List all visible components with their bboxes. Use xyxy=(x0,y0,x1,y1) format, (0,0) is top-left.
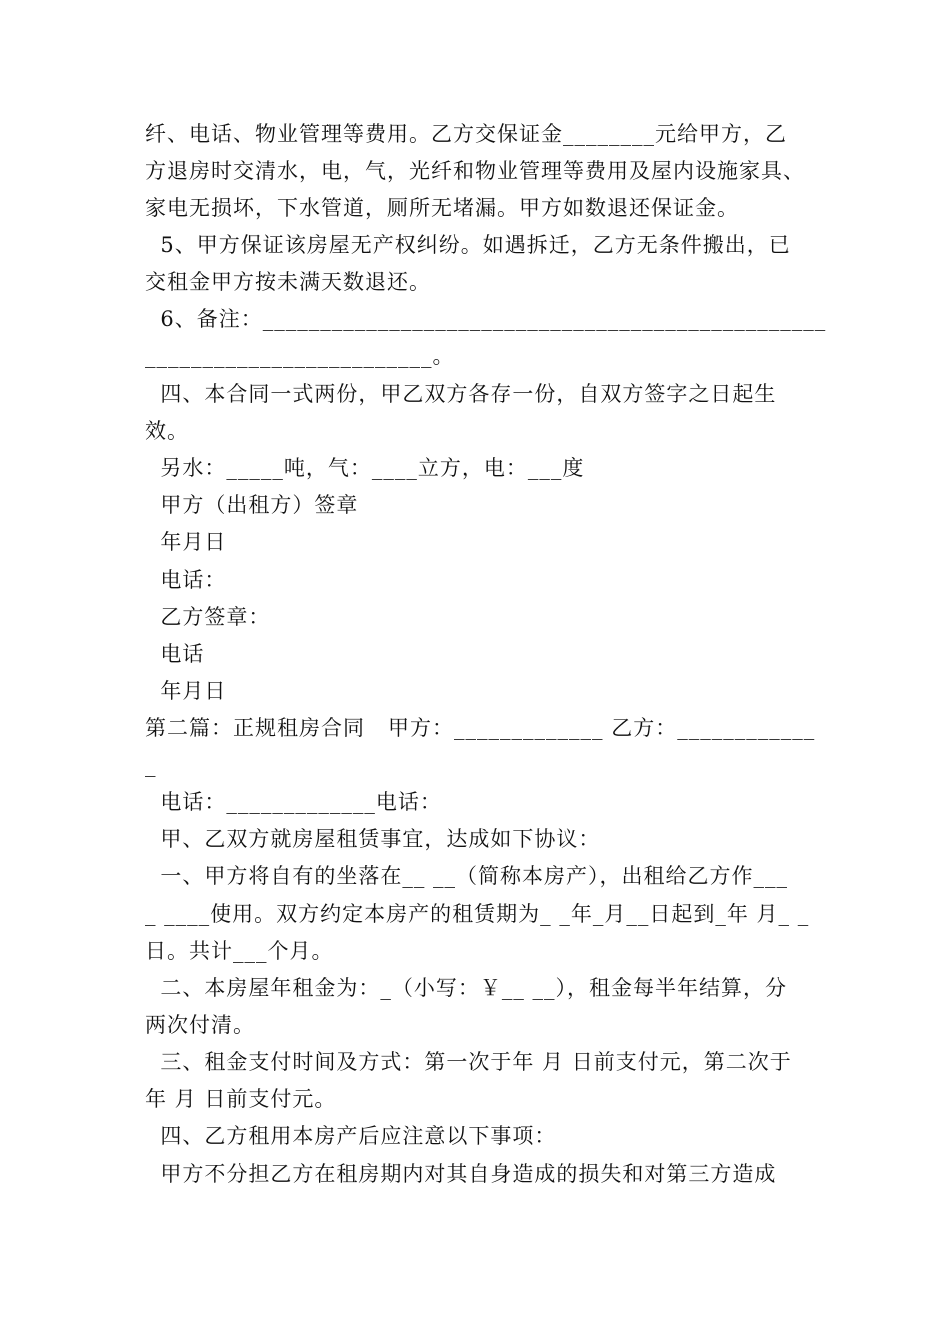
text-line: 家电无损坏，下水管道，厕所无堵漏。甲方如数退还保证金。 xyxy=(145,196,739,220)
text-line: 甲方不分担乙方在租房期内对其自身造成的损失和对第三方造成 xyxy=(145,1162,777,1186)
text-line: _________________________。 xyxy=(145,344,455,368)
text-line: 甲、乙双方就房屋租赁事宜，达成如下协议： xyxy=(145,827,601,851)
text-line: 电话：_____________电话： xyxy=(145,790,442,814)
text-line: 一、甲方将自有的坐落在__ __（简称本房产），出租给乙方作___ xyxy=(145,864,789,888)
text-line: 年 月 日前支付元。 xyxy=(145,1087,337,1111)
text-line: _ xyxy=(145,753,157,777)
text-line: 二、本房屋年租金为：_（小写：￥__ __），租金每半年结算，分 xyxy=(145,976,788,1000)
text-line: 电话： xyxy=(145,568,227,592)
text-line: 四、本合同一式两份，甲乙双方各存一份，自双方签字之日起生 xyxy=(145,382,777,406)
text-line: 年月日 xyxy=(145,530,227,554)
text-line: 纤、电话、物业管理等费用。乙方交保证金________元给甲方，乙 xyxy=(145,122,787,146)
text-line: 方退房时交清水，电，气，光纤和物业管理等费用及屋内设施家具、 xyxy=(145,159,805,183)
text-line: 四、乙方租用本房产后应注意以下事项： xyxy=(145,1124,557,1148)
text-line: 电话 xyxy=(145,642,205,666)
text-line: 5、甲方保证该房屋无产权纠纷。如遇拆迁，乙方无条件搬出，已 xyxy=(145,233,791,257)
text-line: 甲方（出租方）签章 xyxy=(145,493,359,517)
text-line: 乙方签章： xyxy=(145,605,271,629)
text-line: 两次付清。 xyxy=(145,1013,255,1037)
text-line: 日。共计___个月。 xyxy=(145,939,334,963)
text-line: 交租金甲方按未满天数退还。 xyxy=(145,270,431,294)
text-line: _ ____使用。双方约定本房产的租赁期为_ _年_月__日起到_年 月_ _ xyxy=(145,902,810,926)
text-line: 效。 xyxy=(145,419,189,443)
text-line: 年月日 xyxy=(145,679,227,703)
section-heading: 第二篇：正规租房合同 甲方：_____________ 乙方：____________ xyxy=(145,716,816,740)
text-line: 三、租金支付时间及方式：第一次于年 月 日前支付元，第二次于 xyxy=(145,1050,792,1074)
text-line: 另水：_____吨，气：____立方，电：___度 xyxy=(145,456,585,480)
text-line: 6、备注：_________________________________________________ xyxy=(145,307,827,331)
